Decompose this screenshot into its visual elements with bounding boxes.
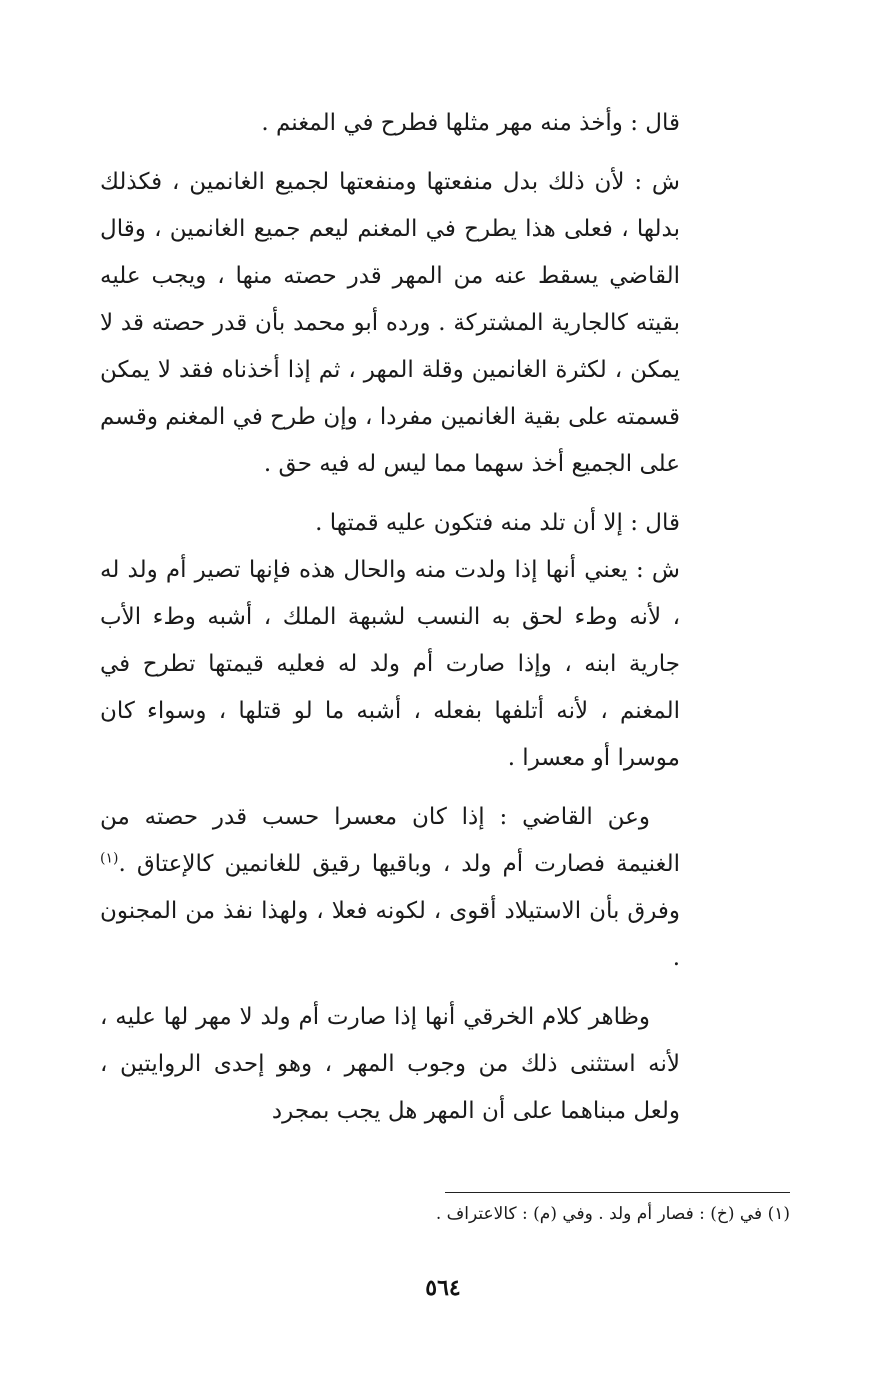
paragraph-5-continued: وفرق بأن الاستيلاد أقوى ، لكونه فعلا ، ولهذا نفذ من المجنون . <box>100 898 680 971</box>
paragraph-1: قال : وأخذ منه مهر مثلها فطرح في المغنم . <box>261 110 680 136</box>
footnote-divider <box>445 1192 790 1193</box>
paragraph-2: ش : لأن ذلك بدل منفعتها ومنفعتها لجميع الغانمين ، فكذلك بدلها ، فعلى هذا يطرح في المغنم ليعم جميع الغانمين ، وقال القاضي يسقط عنه من المهر قدر حصته منها ، ويجب عليه بقيته كالجارية المشتركة . ورده أبو محمد بأن قدر حصته قد لا يمكن ، لكثرة الغانمين وقلة المهر ، ثم إذا أخذناه فقد لا يمكن قسمته على بقية الغانمين مفردا ، وإن طرح في المغنم وقسم على الجميع أخذ سهما مما ليس له فيه حق . <box>100 169 680 477</box>
paragraph-5-text: وعن القاضي : إذا كان معسرا حسب قدر حصته من الغنيمة فصارت أم ولد ، وباقيها رقيق للغانمين كالإعتاق . <box>100 804 680 877</box>
main-text <box>100 100 680 1135</box>
paragraph-5 <box>100 794 680 982</box>
paragraph-3: قال : إلا أن تلد منه فتكون عليه قمتها . <box>315 510 680 536</box>
footnote-marker: (١) <box>100 850 119 867</box>
page-number: ٥٦٤ <box>425 1275 461 1301</box>
footnote: (١) في (خ) : فصار أم ولد . وفي (م) : كالاعتراف . <box>435 1204 790 1224</box>
paragraph-6: وظاهر كلام الخرقي أنها إذا صارت أم ولد لا مهر لها عليه ، لأنه استثنى ذلك من وجوب المهر ، وهو إحدى الروايتين ، ولعل مبناهما على أن المهر هل يجب بمجرد <box>100 1004 680 1124</box>
paragraph-4: ش : يعني أنها إذا ولدت منه والحال هذه فإنها تصير أم ولد له ، لأنه وطء لحق به النسب لشبهة الملك ، أشبه وطء الأب جارية ابنه ، وإذا صارت أم ولد له فعليه قيمتها تطرح في المغنم ، لأنه أتلفها بفعله ، أشبه ما لو قتلها ، وسواء كان موسرا أو معسرا . <box>100 557 680 771</box>
